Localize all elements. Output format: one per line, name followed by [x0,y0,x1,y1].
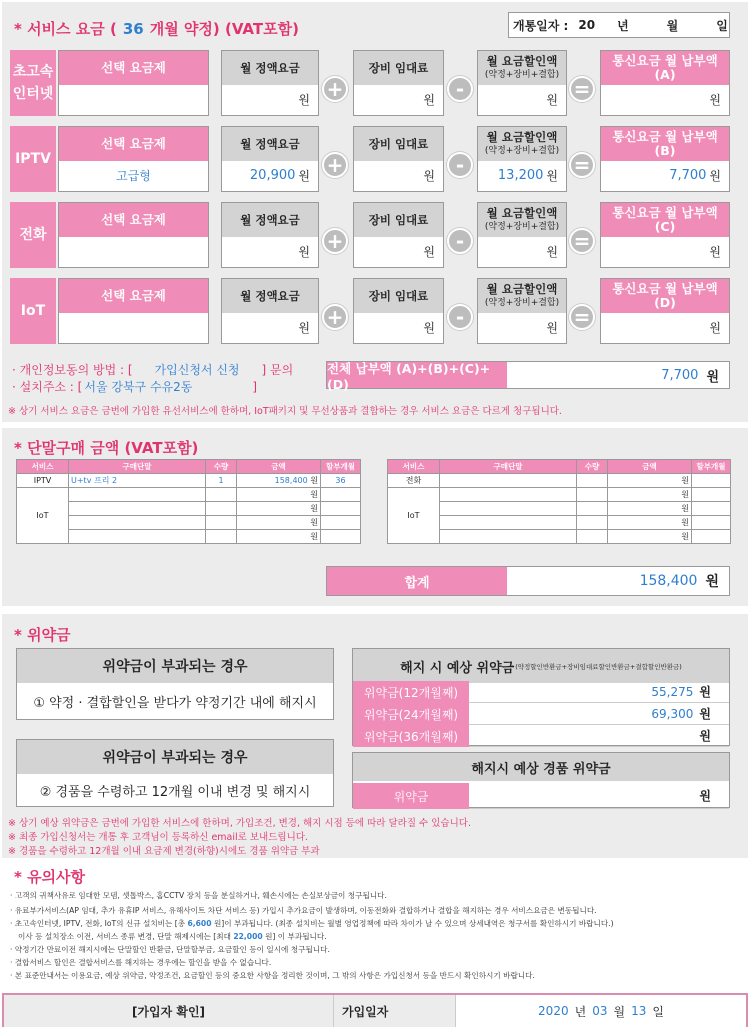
table-row: 원 [17,502,361,516]
grand-total-value: 7,700 [661,367,699,383]
gift-penalty-box: 해지시 예상 경품 위약금 위약금 원 [352,752,730,808]
rental-fee-field[interactable]: 장비 임대료 원 [353,278,444,344]
device-sum-box: 합계 158,400 원 [326,566,730,596]
monthly-total-field: 통신요금 월 납부액 (C) 원 [600,202,730,268]
plus-icon: + [322,76,348,102]
caution-line: · 고객의 귀책사유로 임대한 모뎀, 셋톱박스, 홈CCTV 장치 등을 분실하거나, 훼손시에는 손실보상금이 청구됩니다. [10,891,387,900]
device-sum-label: 합계 [327,567,507,595]
penalty-row-12: 위약금(12개월째) 55,275 원 [353,681,729,703]
service-category: IoT [10,278,56,344]
penalty-case-1: 위약금이 부과되는 경우 ① 약정 · 결합할인을 받다가 약정기간 내에 해지시 [16,648,334,720]
caution-line: 이사 등 설치장소 이전, 서비스 종류 변경, 단말 해제시에는 [최대 22,000 원] 이 부과됩니다. [18,932,327,941]
caution-line: · 유료부가서비스(AP 임대, 추가 유휴IP 서비스, 유해사이트 차단 서비스 등) 가입시 추가요금이 발생하며, 이동전화와 결합하거나 결합을 해지하는 경우 서비스요금은 변동됩니다. [10,906,597,915]
service-category: IPTV [10,126,56,192]
minus-icon: - [447,152,473,178]
penalty-title: * 위약금 [14,626,71,644]
minus-icon: - [447,228,473,254]
table-row: 전화 원 [388,474,731,488]
minus-icon: - [447,304,473,330]
monthly-fee-field[interactable]: 월 정액요금 원 [221,202,319,268]
monthly-fee-field[interactable]: 월 정액요금 20,900 원 [221,126,319,192]
monthly-total-field: 통신요금 월 납부액 (D) 원 [600,278,730,344]
confirm-date-value: 2020 년 03 월 13 일 [538,1004,664,1019]
monthly-total-field: 통신요금 월 납부액 (B) 7,700 원 [600,126,730,192]
minus-icon: - [447,76,473,102]
plan-select[interactable]: 선택 요금제 고급형 [58,126,209,192]
device-table-right: 서비스 구매단말 수량 금액 할부개월 전화 원 IoT 원 원 원 원 [387,459,731,544]
table-row: 원 [17,530,361,544]
equals-icon: = [569,152,595,178]
caution-line: · 본 표준안내서는 이용요금, 예상 위약금, 약정조건, 요금할인 등의 중요한 사항을 정리한 것이며, 그 밖의 사항은 가입신청서 등을 반드시 확인하시기 바랍니다. [10,971,535,980]
grand-total-box: 전체 납부액 (A)+(B)+(C)+(D) 7,700 원 [326,361,730,389]
service-fee-note: ※ 상기 서비스 요금은 금번에 가입한 유선서비스에 한하며, IoT패키지 및 무선상품과 결합하는 경우 서비스 요금은 다르게 청구됩니다. [8,406,562,417]
plan-select[interactable]: 선택 요금제 [58,278,209,344]
table-row: IoT 원 [17,488,361,502]
open-date-box[interactable]: 개통일자 : 20 년 월 일 [508,12,730,38]
rental-fee-field[interactable]: 장비 임대료 원 [353,202,444,268]
service-category: 전화 [10,202,56,268]
confirm-label: [가입자 확인] [4,995,334,1027]
device-table-left: 서비스 구매단말 수량 금액 할부개월 IPTV U+tv 프리 2 1 158,400 원 36 IoT 원 원 원 원 [16,459,361,544]
install-address-line: · 설치주소 : [ 서울 강북구 수유2동 ] [12,380,258,394]
caution-title: * 유의사항 [14,868,86,886]
discount-field[interactable]: 월 요금할인액 (약정+장비+결합) 13,200 원 [477,126,567,192]
grand-total-label: 전체 납부액 (A)+(B)+(C)+(D) [327,362,507,388]
equals-icon: = [569,304,595,330]
discount-field[interactable]: 월 요금할인액 (약정+장비+결합) 원 [477,202,567,268]
caution-line: · 결합서비스 할인은 결합서비스를 해지하는 경우에는 할인을 받을 수 없습니다. [10,958,272,967]
penalty-note-2: ※ 최종 가입신청서는 개통 후 고객님이 등록하신 email로 보내드립니다. [8,832,308,843]
service-fee-title: * 서비스 요금 ( 36 개월 약정) (VAT포함) [14,20,299,38]
device-sum-value: 158,400 [639,573,698,589]
equals-icon: = [569,228,595,254]
discount-field[interactable]: 월 요금할인액 (약정+장비+결합) 원 [477,278,567,344]
device-title: * 단말구매 금액 (VAT포함) [14,439,199,457]
monthly-total-field: 통신요금 월 납부액 (A) 원 [600,50,730,116]
subscriber-confirm-row [2,993,748,1027]
penalty-case-2: 위약금이 부과되는 경우 ② 경품을 수령하고 12개월 이내 변경 및 해지시 [16,739,334,807]
expected-penalty-box: 해지 시 예상 위약금 (약정할인반환금+장비임대료할인반환금+결합할인반환금) 위약금(12개월째) 55,275 원 위약금(24개월째) 69,300 원 위약금(36개월째) 원 [352,648,730,746]
confirm-date-label: 가입일자 [334,995,456,1027]
rental-fee-field[interactable]: 장비 임대료 원 [353,126,444,192]
table-row: 원 [388,502,731,516]
caution-line: · 초고속인터넷, IPTV, 전화, IoT의 신규 설치비는 [총 6,600 원]이 부과됩니다. (최종 설치비는 월별 영업정책에 따라 차이가 날 수 있으며 상세내역은 청구서를 확인하시기 바랍니다.) [10,919,614,928]
penalty-row-36: 위약금(36개월째) 원 [353,725,729,747]
equals-icon: = [569,76,595,102]
table-row: 원 [388,516,731,530]
service-category: 초고속 인터넷 [10,50,56,116]
plan-select[interactable]: 선택 요금제 [58,202,209,268]
privacy-consent-line: · 개인정보동의 방법 : [ 가입신청서 신청 ] 문의 [12,363,294,377]
discount-field[interactable]: 월 요금할인액 (약정+장비+결합) 원 [477,50,567,116]
plus-icon: + [322,304,348,330]
caution-line: · 약정기간 만료이전 해지시에는 단말할인 반환금, 단말할부금, 요금할인 등이 일시에 청구됩니다. [10,945,330,954]
table-row: IPTV U+tv 프리 2 1 158,400 원 36 [17,474,361,488]
table-row: IoT 원 [388,488,731,502]
monthly-fee-field[interactable]: 월 정액요금 원 [221,50,319,116]
penalty-row-24: 위약금(24개월째) 69,300 원 [353,703,729,725]
monthly-fee-field[interactable]: 월 정액요금 원 [221,278,319,344]
table-row: 원 [388,530,731,544]
plus-icon: + [322,152,348,178]
plan-select[interactable]: 선택 요금제 [58,50,209,116]
penalty-note-3: ※ 경품을 수령하고 12개월 이내 요금제 변경(하향)시에도 경품 위약금 부과 [8,846,320,857]
table-row: 원 [17,516,361,530]
penalty-note-1: ※ 상기 예상 위약금은 금번에 가입한 서비스에 한하며, 가입조건, 변경, 해지 시점 등에 따라 달라질 수 있습니다. [8,818,471,829]
plus-icon: + [322,228,348,254]
rental-fee-field[interactable]: 장비 임대료 원 [353,50,444,116]
